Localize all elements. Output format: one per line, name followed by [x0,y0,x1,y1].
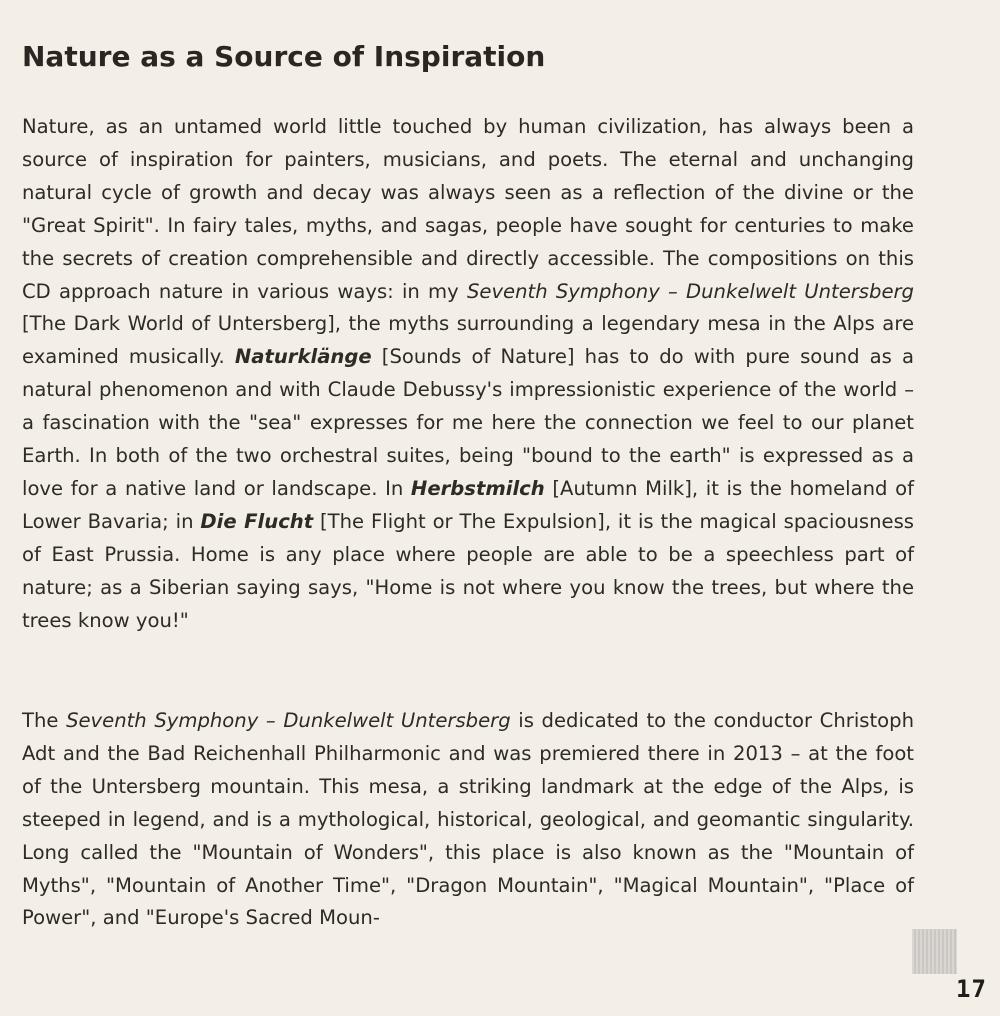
work-title: Naturklänge [234,345,372,369]
paragraph-text: Nature, as an untamed world little touched by human civilization, has always been a source of inspiration for painters, musicians, and poets. The eternal and unchanging natural cycle of growth and decay was always seen as a reflection of the divine or the "Great Spirit". In fairy tales, myths, and sagas, people have sought for centuries to make the secrets of creation comprehensible and directly accessible. The compositions on this CD approach nature in various ways: in my [22,115,914,303]
paragraph-text: [The Flight or The Expulsion], it is the magical spaciousness of East Prussia. Home is any place where people are able to be a speechless part of nature; as a Siberian saying says, "Home is not where you know the trees, but where the trees know you!" [22,509,914,632]
paragraph-text: [Sounds of Nature] has to do with pure sound as a natural phenomenon and with Claude Debussy's impressionistic experience of the world – a fascination with the "sea" expresses for me here the connection we feel to our planet Earth. In both of the two orchestral suites, being "bound to the earth" is expressed as a love for a native land or landscape. In [22,345,914,500]
work-title: Seventh Symphony – Dunkelwelt Untersberg [66,709,511,732]
paragraph-text: [Autumn Milk], it is the homeland of Lower Bavaria; in [22,476,914,533]
paragraph-seventh-symphony [22,705,914,935]
work-title: Herbstmilch [410,476,545,500]
section-heading: Nature as a Source of Inspiration [22,40,546,73]
paragraph-text: The [22,709,67,732]
page-number: 17 [956,975,987,1003]
folio-tab [912,929,957,974]
paragraph-text: [The Dark World of Untersberg], the myths surrounding a legendary mesa in the Alps are examined musically. [22,312,914,369]
work-title: Die Flucht [200,509,314,533]
paragraph-nature-inspiration [22,111,914,638]
work-title: Seventh Symphony – Dunkelwelt Untersberg [466,279,914,303]
paragraph-text: is dedicated to the conductor Christoph Adt and the Bad Reichenhall Philharmonic and was premiered there in 2013 – at the foot of the Untersberg mountain. This mesa, a striking landmark at the edge of the Alps, is steeped in legend, and is a mythological, historical, geological, and geomantic singularity. Long called the "Mountain of Wonders", this place is also known as the "Mountain of Myths", "Mountain of Another Time", "Dragon Mountain", "Magical Mountain", "Place of Power", and "Europe's Sacred Moun- [22,709,915,930]
